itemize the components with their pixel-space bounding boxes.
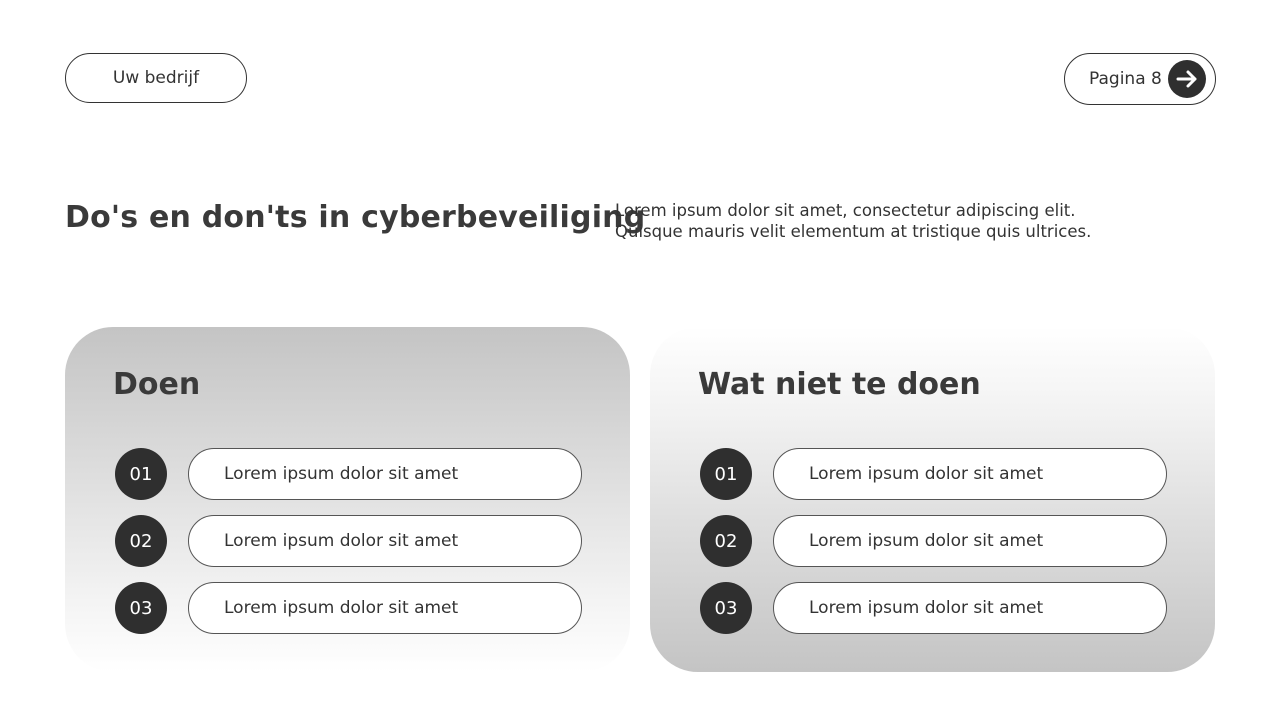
dont-item-text: Lorem ipsum dolor sit amet [773,448,1167,500]
dont-card [650,327,1215,672]
do-item-1 [115,448,582,500]
company-label: Uw bedrijf [112,68,200,88]
do-card-heading: Doen [113,367,201,402]
dont-item-2 [700,515,1167,567]
do-item-2 [115,515,582,567]
dont-item-text: Lorem ipsum dolor sit amet [773,515,1167,567]
description-line-2: Quisque mauris velit elementum at tristique quis ultrices. [615,222,1092,241]
do-item-text: Lorem ipsum dolor sit amet [188,448,582,500]
company-badge [65,53,247,103]
description-line-1: Lorem ipsum dolor sit amet, consectetur adipiscing elit. [615,201,1076,220]
page-indicator[interactable] [1064,53,1216,105]
dont-item-text: Lorem ipsum dolor sit amet [773,582,1167,634]
do-item-text: Lorem ipsum dolor sit amet [188,582,582,634]
dont-item-number: 02 [700,515,752,567]
dont-item-number: 03 [700,582,752,634]
do-item-number: 03 [115,582,167,634]
dont-item-1 [700,448,1167,500]
page-label: Pagina 8 [1089,69,1162,89]
do-item-number: 02 [115,515,167,567]
dont-card-heading: Wat niet te doen [698,367,981,402]
page-description [615,200,1175,242]
do-item-3 [115,582,582,634]
arrow-right-icon[interactable] [1168,60,1206,98]
do-item-text: Lorem ipsum dolor sit amet [188,515,582,567]
dont-item-3 [700,582,1167,634]
dont-item-number: 01 [700,448,752,500]
page-title: Do's en don'ts in cyberbeveiliging [65,200,646,235]
do-card [65,327,630,672]
do-item-number: 01 [115,448,167,500]
